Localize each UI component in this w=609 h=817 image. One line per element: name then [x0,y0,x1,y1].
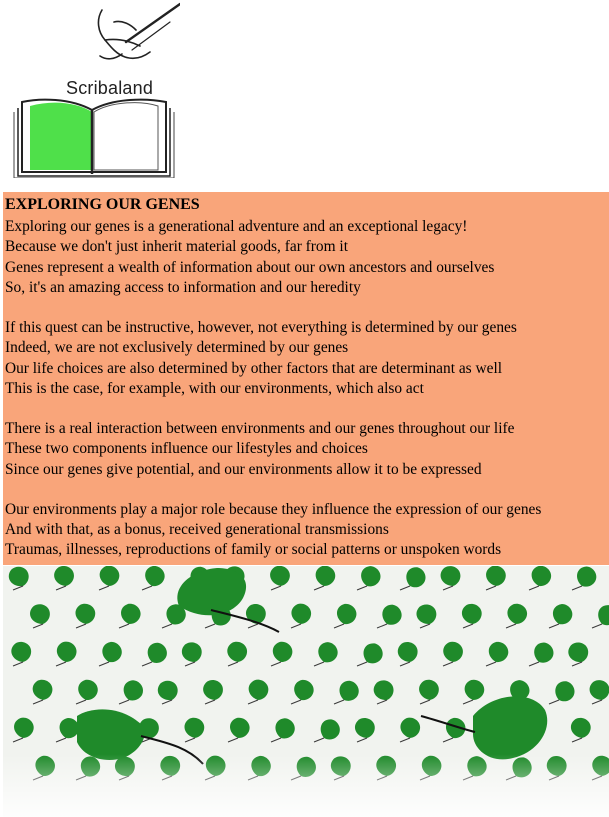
text-line: Since our genes give potential, and our environments allow it to be expressed [5,460,482,478]
paragraph-3 [5,419,609,480]
text-line: If this quest can be instructive, however, not everything is determined by our genes [5,319,517,337]
text-line: Exploring our genes is a generational adventure and an exceptional legacy! [5,218,468,236]
paragraph-2 [5,318,609,399]
ginkgo-leaves-image [3,566,609,817]
ginkgo-pattern [3,566,609,817]
article-title: EXPLORING OUR GENES [5,196,200,213]
scribaland-logo [10,2,180,178]
text-line: These two components influence our lifestyles and choices [5,440,368,458]
logo-wordmark: Scribaland [66,78,154,98]
paragraph-4 [5,500,609,561]
article-section [3,192,609,565]
paragraph-1 [5,217,609,298]
text-line: Because we don't just inherit material goods, far from it [5,238,348,256]
text-line: And with that, as a bonus, received generational transmissions [5,521,389,539]
text-line: There is a real interaction between environments and our genes throughout our life [5,420,515,438]
text-line: Our environments play a major role because they influence the expression of our genes [5,501,542,518]
text-line: So, it's an amazing access to information and our heredity [5,278,361,296]
text-line: Our life choices are also determined by other factors that are determinant as well [5,359,502,377]
text-line: Indeed, we are not exclusively determined by our genes [5,339,349,357]
text-line: Traumas, illnesses, reproductions of family or social patterns or unspoken words [5,541,502,559]
text-line: Genes represent a wealth of information about our own ancestors and ourselves [5,258,495,276]
text-line: This is the case, for example, with our environments, which also act [5,379,424,397]
